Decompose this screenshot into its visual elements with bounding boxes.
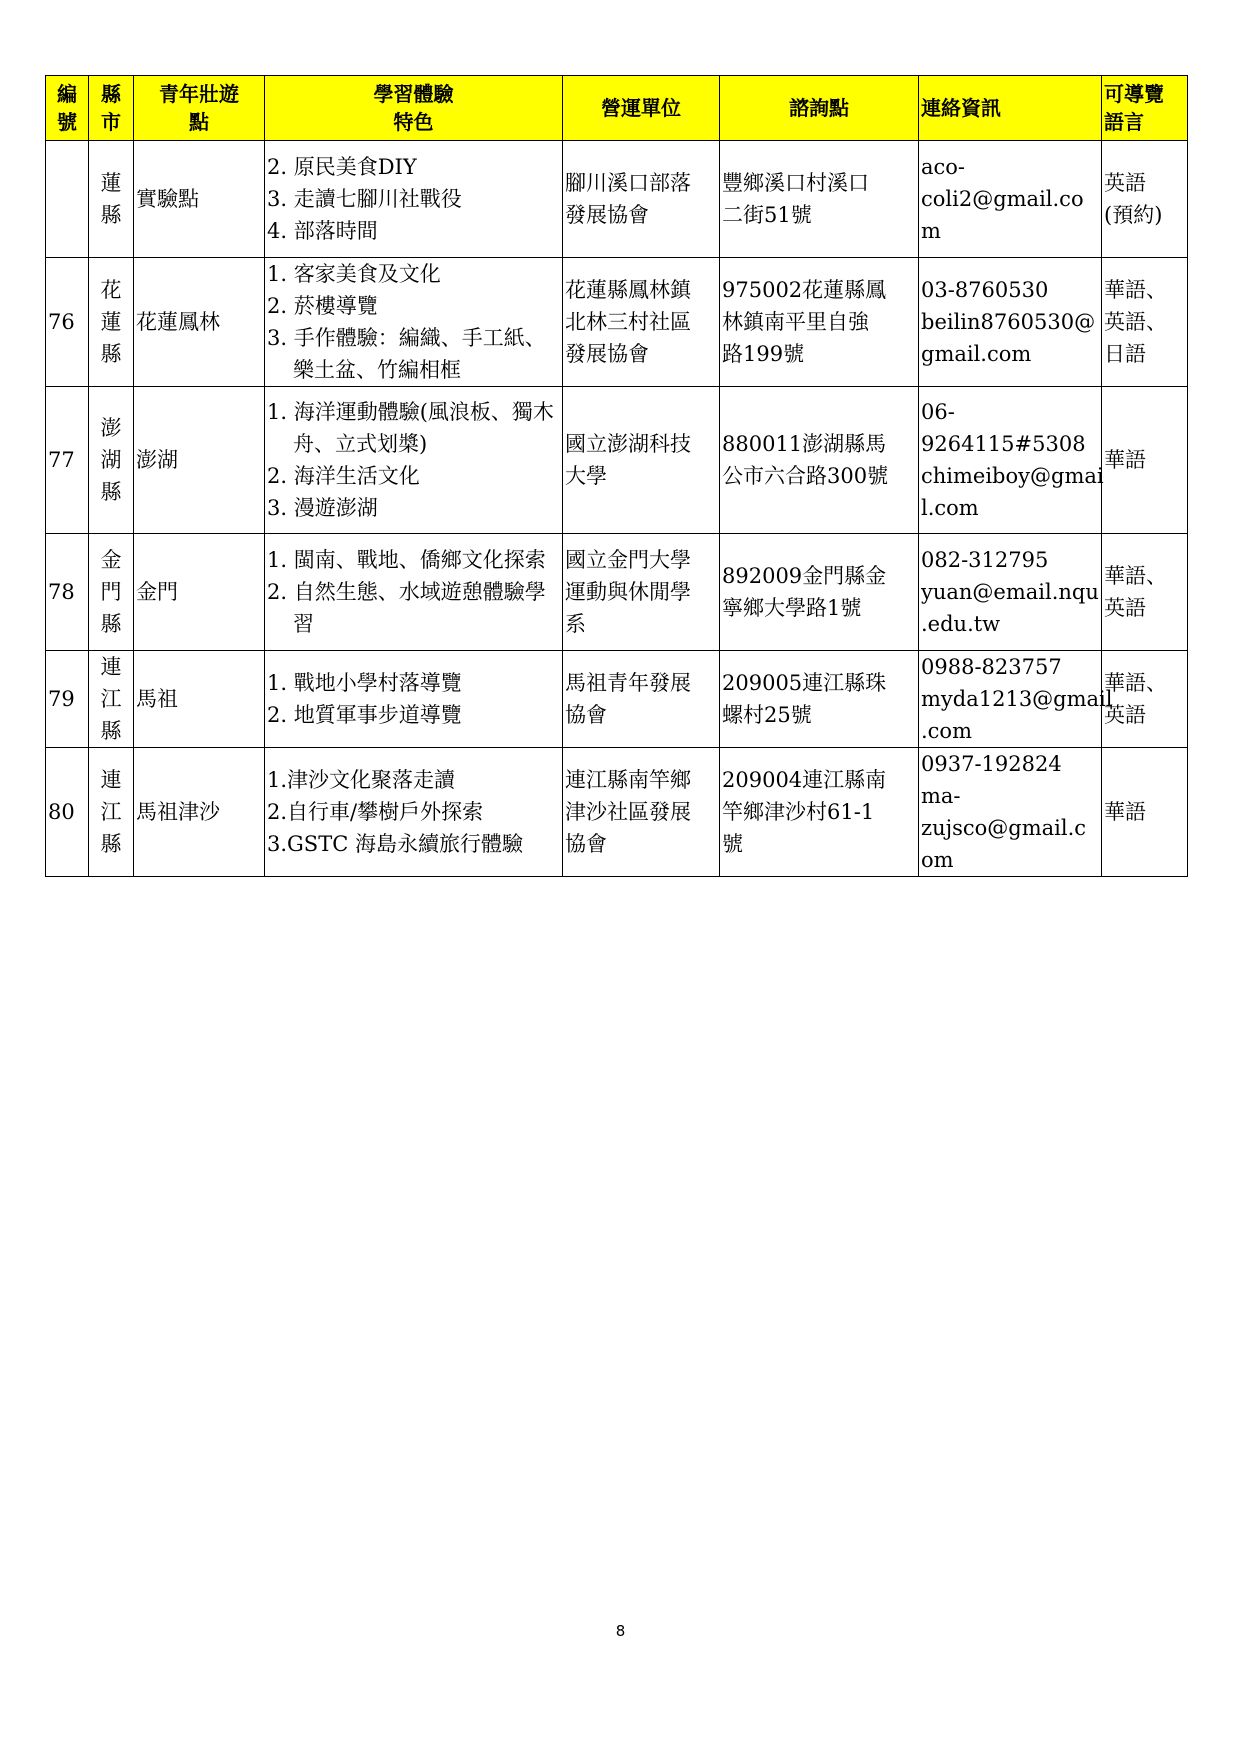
row-number (46, 141, 89, 258)
feature-item: 3. 手作體驗：編織、手工紙、樂土盆、竹編相框 (267, 326, 546, 382)
consult-line: 竿鄉津沙村61-1 (722, 800, 875, 824)
feature-item: 1. 戰地小學村落導覽 (267, 671, 462, 695)
contact-line: ma- (921, 784, 961, 808)
header-site: 青年壯遊 點 (134, 76, 265, 141)
row-county (89, 258, 134, 387)
feature-item: 1. 客家美食及文化 (267, 262, 441, 286)
row-consult (720, 141, 919, 258)
operator-line: 腳川溪口部落 (565, 171, 691, 195)
row-consult (720, 387, 919, 534)
operator-line: 發展協會 (565, 203, 649, 227)
row-lang (1102, 534, 1188, 651)
contact-line: .edu.tw (921, 612, 1001, 636)
row-number: 80 (46, 748, 89, 877)
consult-line: 209005連江縣珠 (722, 671, 887, 695)
row-contact (919, 141, 1102, 258)
county-line: 蓮 (100, 310, 122, 334)
contact-line: om (921, 848, 954, 872)
county-line: 江 (100, 800, 122, 824)
contact-line: yuan@email.nqu (921, 580, 1099, 604)
row-features (265, 534, 563, 651)
row-number: 79 (46, 651, 89, 748)
sites-table (45, 75, 1188, 877)
lang-line: (預約) (1104, 203, 1163, 227)
operator-line: 馬祖青年發展 (565, 671, 691, 695)
feature-item: 2. 海洋生活文化 (267, 464, 420, 488)
row-features (265, 651, 563, 748)
consult-line: 209004連江縣南 (722, 768, 887, 792)
lang-line: 華語、 (1104, 671, 1167, 695)
feature-item: 2. 菸樓導覽 (267, 294, 378, 318)
row-site: 實驗點 (134, 141, 265, 258)
contact-line: 0988-823757 (921, 655, 1062, 679)
county-line: 縣 (100, 480, 122, 504)
row-consult (720, 258, 919, 387)
consult-line: 975002花蓮縣鳳 (722, 278, 887, 302)
operator-line: 國立澎湖科技 (565, 432, 691, 456)
consult-line: 路199號 (722, 342, 805, 366)
header-row (46, 76, 1188, 141)
county-line: 金 (100, 548, 122, 572)
contact-line: .com (921, 719, 972, 743)
contact-line: beilin8760530@ (921, 310, 1096, 334)
lang-line: 英語、 (1104, 310, 1167, 334)
row-contact (919, 534, 1102, 651)
operator-line: 連江縣南竿鄉 (565, 768, 691, 792)
feature-item: 2. 地質軍事步道導覽 (267, 703, 462, 727)
county-line: 連 (100, 768, 122, 792)
table-row (46, 651, 1188, 748)
county-line: 縣 (100, 719, 122, 743)
county-line: 縣 (100, 832, 122, 856)
feature-item: 2. 原民美食DIY (267, 155, 417, 179)
contact-line: coli2@gmail.co (921, 187, 1084, 211)
contact-line: l.com (921, 496, 979, 520)
consult-line: 892009金門縣金 (722, 564, 887, 588)
table-row (46, 534, 1188, 651)
row-operator (563, 748, 720, 877)
row-county (89, 651, 134, 748)
lang-line: 日語 (1104, 342, 1146, 366)
consult-line: 公市六合路300號 (722, 464, 889, 488)
contact-line: aco- (921, 155, 966, 179)
table-row (46, 387, 1188, 534)
row-operator (563, 651, 720, 748)
row-contact (919, 651, 1113, 748)
contact-line: chimeiboy@gmai (921, 464, 1104, 488)
feature-item: 2. 自然生態、水域遊憩體驗學習 (267, 580, 546, 636)
row-lang (1102, 651, 1188, 748)
row-contact (919, 387, 1102, 534)
row-number: 76 (46, 258, 89, 387)
header-operator: 營運單位 (563, 76, 720, 141)
row-features (265, 748, 563, 877)
header-consult: 諮詢點 (720, 76, 919, 141)
header-contact: 連絡資訊 (919, 76, 1102, 141)
row-operator (563, 534, 720, 651)
row-site: 馬祖津沙 (134, 748, 265, 877)
county-line: 縣 (100, 612, 122, 636)
county-line: 連 (100, 655, 122, 679)
contact-line: zujsco@gmail.c (921, 816, 1087, 840)
feature-item: 4. 部落時間 (267, 219, 378, 243)
contact-line: myda1213@gmail (921, 687, 1113, 711)
feature-item: 1.津沙文化聚落走讀 (267, 768, 456, 792)
operator-line: 大學 (565, 464, 607, 488)
header-feature: 學習體驗 特色 (265, 76, 563, 141)
operator-line: 津沙社區發展 (565, 800, 691, 824)
row-county (89, 748, 134, 877)
lang-line: 英語 (1104, 596, 1146, 620)
county-line: 蓮 (100, 171, 122, 195)
row-features (265, 141, 563, 258)
row-county (89, 534, 134, 651)
row-lang (1102, 258, 1188, 387)
header-no: 編 號 (46, 76, 89, 141)
contact-line: 9264115#5308 (921, 432, 1086, 456)
operator-line: 系 (565, 612, 586, 636)
operator-line: 北林三村社區 (565, 310, 691, 334)
page-number: 8 (615, 1622, 626, 1640)
row-lang (1102, 387, 1188, 534)
county-line: 澎 (100, 416, 122, 440)
consult-line: 林鎮南平里自強 (722, 310, 869, 334)
contact-line: 082-312795 (921, 548, 1049, 572)
row-operator (563, 258, 720, 387)
row-contact (919, 748, 1102, 877)
lang-line: 華語、 (1104, 278, 1167, 302)
table-row (46, 258, 1188, 387)
row-site: 金門 (134, 534, 265, 651)
consult-line: 寧鄉大學路1號 (722, 596, 862, 620)
contact-line: gmail.com (921, 342, 1032, 366)
lang-line: 華語、 (1104, 564, 1167, 588)
operator-line: 花蓮縣鳳林鎮 (565, 278, 691, 302)
county-line: 縣 (100, 342, 122, 366)
consult-line: 豐鄉溪口村溪口 (722, 171, 869, 195)
row-county (89, 387, 134, 534)
consult-line: 880011澎湖縣馬 (722, 432, 887, 456)
row-features (265, 258, 563, 387)
county-line: 江 (100, 687, 122, 711)
feature-item: 3. 漫遊澎湖 (267, 496, 378, 520)
operator-line: 發展協會 (565, 342, 649, 366)
contact-line: 0937-192824 (921, 752, 1062, 776)
feature-item: 3.GSTC 海島永續旅行體驗 (267, 832, 523, 856)
feature-item: 2.自行車/攀樹戶外探索 (267, 800, 484, 824)
row-number: 78 (46, 534, 89, 651)
header-county: 縣 市 (89, 76, 134, 141)
row-site: 馬祖 (134, 651, 265, 748)
contact-line: m (921, 219, 941, 243)
row-contact (919, 258, 1102, 387)
row-operator (563, 387, 720, 534)
operator-line: 協會 (565, 832, 607, 856)
contact-line: 06- (921, 400, 955, 424)
row-site: 澎湖 (134, 387, 265, 534)
row-consult (720, 748, 919, 877)
row-lang (1102, 141, 1188, 258)
operator-line: 協會 (565, 703, 607, 727)
row-consult (720, 651, 919, 748)
feature-item: 3. 走讀七腳川社戰役 (267, 187, 462, 211)
table-row (46, 748, 1188, 877)
lang-line: 華語 (1104, 448, 1146, 472)
consult-line: 二街51號 (722, 203, 812, 227)
lang-line: 英語 (1104, 703, 1146, 727)
operator-line: 國立金門大學 (565, 548, 691, 572)
feature-item: 1. 閩南、戰地、僑鄉文化探索 (267, 548, 546, 572)
county-line: 縣 (100, 203, 122, 227)
feature-item: 1. 海洋運動體驗(風浪板、獨木舟、立式划槳) (267, 400, 554, 456)
row-consult (720, 534, 919, 651)
row-county (89, 141, 134, 258)
row-site: 花蓮鳳林 (134, 258, 265, 387)
lang-line: 華語 (1104, 800, 1146, 824)
table-row (46, 141, 1188, 258)
row-features (265, 387, 563, 534)
county-line: 花 (100, 278, 122, 302)
county-line: 門 (100, 580, 122, 604)
contact-line: 03-8760530 (921, 278, 1049, 302)
row-lang (1102, 748, 1188, 877)
lang-line: 英語 (1104, 171, 1146, 195)
consult-line: 號 (722, 832, 743, 856)
consult-line: 螺村25號 (722, 703, 812, 727)
county-line: 湖 (100, 448, 122, 472)
row-operator (563, 141, 720, 258)
header-lang: 可導覽 語言 (1102, 76, 1188, 141)
table-body (46, 141, 1188, 877)
operator-line: 運動與休閒學 (565, 580, 691, 604)
row-number: 77 (46, 387, 89, 534)
